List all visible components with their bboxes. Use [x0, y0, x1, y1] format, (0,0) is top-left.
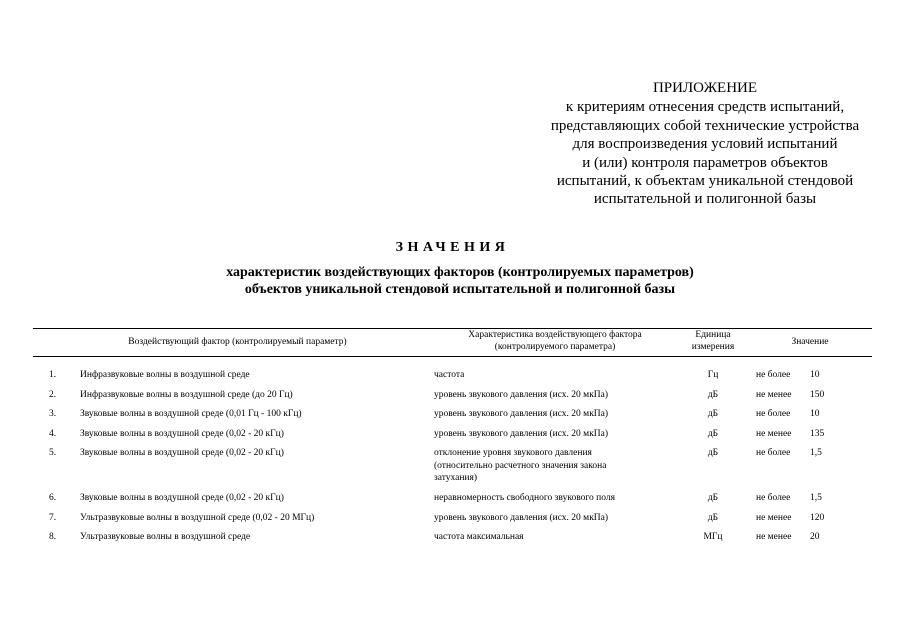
- subheading-line: характеристик воздействующих факторов (контролируемых параметров): [226, 265, 694, 280]
- row-qualifier: не менее: [756, 513, 792, 523]
- table-header-rule: [33, 356, 872, 357]
- row-number: 8.: [49, 532, 57, 542]
- row-value: 20: [810, 532, 820, 542]
- row-factor: Звуковые волны в воздушной среде (0,02 - 20 кГц): [80, 429, 284, 439]
- subheading-line: объектов уникальной стендовой испытательной и полигонной базы: [244, 282, 676, 297]
- column-header-unit: Единица измерения: [691, 330, 735, 352]
- row-factor: Ультразвуковые волны в воздушной среде: [80, 532, 251, 542]
- row-number: 1.: [49, 370, 57, 380]
- document-subheading: [130, 264, 790, 298]
- row-value: 135: [810, 429, 825, 439]
- row-characteristic: уровень звукового давления (исх. 20 мкПа): [434, 429, 609, 439]
- table-top-rule: [33, 328, 872, 329]
- row-unit: дБ: [707, 448, 719, 458]
- row-unit: Гц: [707, 370, 719, 380]
- row-factor: Инфразвуковые волны в воздушной среде: [80, 370, 250, 380]
- row-value: 150: [810, 390, 825, 400]
- row-characteristic: уровень звукового давления (исх. 20 мкПа): [434, 390, 609, 400]
- row-factor: Звуковые волны в воздушной среде (0,02 - 20 кГц): [80, 493, 284, 503]
- row-characteristic: уровень звукового давления (исх. 20 мкПа): [434, 513, 609, 523]
- row-factor: Ультразвуковые волны в воздушной среде (0,02 - 20 МГц): [80, 513, 315, 523]
- row-unit: дБ: [707, 493, 719, 503]
- column-header-value: Значение: [791, 337, 829, 347]
- row-unit: дБ: [707, 390, 719, 400]
- row-qualifier: не менее: [756, 532, 792, 542]
- row-unit: дБ: [707, 409, 719, 419]
- row-value: 10: [810, 409, 820, 419]
- appendix-title: ПРИЛОЖЕНИЕ: [652, 80, 758, 96]
- row-number: 4.: [49, 429, 57, 439]
- row-qualifier: не более: [756, 370, 791, 380]
- row-factor: Инфразвуковые волны в воздушной среде (до 20 Гц): [80, 390, 293, 400]
- appendix-line: представляющих собой технические устройства: [550, 117, 860, 134]
- row-number: 7.: [49, 513, 57, 523]
- row-qualifier: не более: [756, 448, 791, 458]
- row-characteristic: уровень звукового давления (исх. 20 мкПа): [434, 409, 609, 419]
- row-unit: МГц: [703, 532, 723, 542]
- row-value: 120: [810, 513, 825, 523]
- row-qualifier: не более: [756, 409, 791, 419]
- row-qualifier: не менее: [756, 390, 792, 400]
- row-qualifier: не более: [756, 493, 791, 503]
- row-unit: дБ: [707, 429, 719, 439]
- row-characteristic: неравномерность свободного звукового поля: [434, 493, 616, 503]
- row-number: 5.: [49, 448, 57, 458]
- appendix-block: [520, 79, 890, 209]
- row-number: 6.: [49, 493, 57, 503]
- column-header-characteristic: Характеристика воздействующего фактора (контролируемого параметра): [468, 330, 642, 352]
- row-value: 1,5: [810, 448, 822, 458]
- row-number: 2.: [49, 390, 57, 400]
- row-value: 10: [810, 370, 820, 380]
- appendix-line: испытательной и полигонной базы: [593, 191, 817, 208]
- document-heading: ЗНАЧЕНИЯ: [395, 240, 510, 255]
- column-header-factor: Воздействующий фактор (контролируемый параметр): [128, 337, 347, 347]
- row-number: 3.: [49, 409, 57, 419]
- row-unit: дБ: [707, 513, 719, 523]
- row-characteristic: отклонение уровня звукового давления (относительно расчетного значения закона затухания): [434, 448, 607, 483]
- row-characteristic: частота: [434, 370, 465, 380]
- appendix-line: к критериям отнесения средств испытаний,: [565, 99, 845, 116]
- row-qualifier: не менее: [756, 429, 792, 439]
- row-factor: Звуковые волны в воздушной среде (0,02 - 20 кГц): [80, 448, 284, 458]
- appendix-line: для воспроизведения условий испытаний: [572, 136, 838, 153]
- row-value: 1,5: [810, 493, 822, 503]
- row-factor: Звуковые волны в воздушной среде (0,01 Гц - 100 кГц): [80, 409, 302, 419]
- appendix-line: и (или) контроля параметров объектов: [582, 154, 828, 171]
- row-characteristic: частота максимальная: [434, 532, 524, 542]
- appendix-line: испытаний, к объектам уникальной стендовой: [556, 173, 854, 190]
